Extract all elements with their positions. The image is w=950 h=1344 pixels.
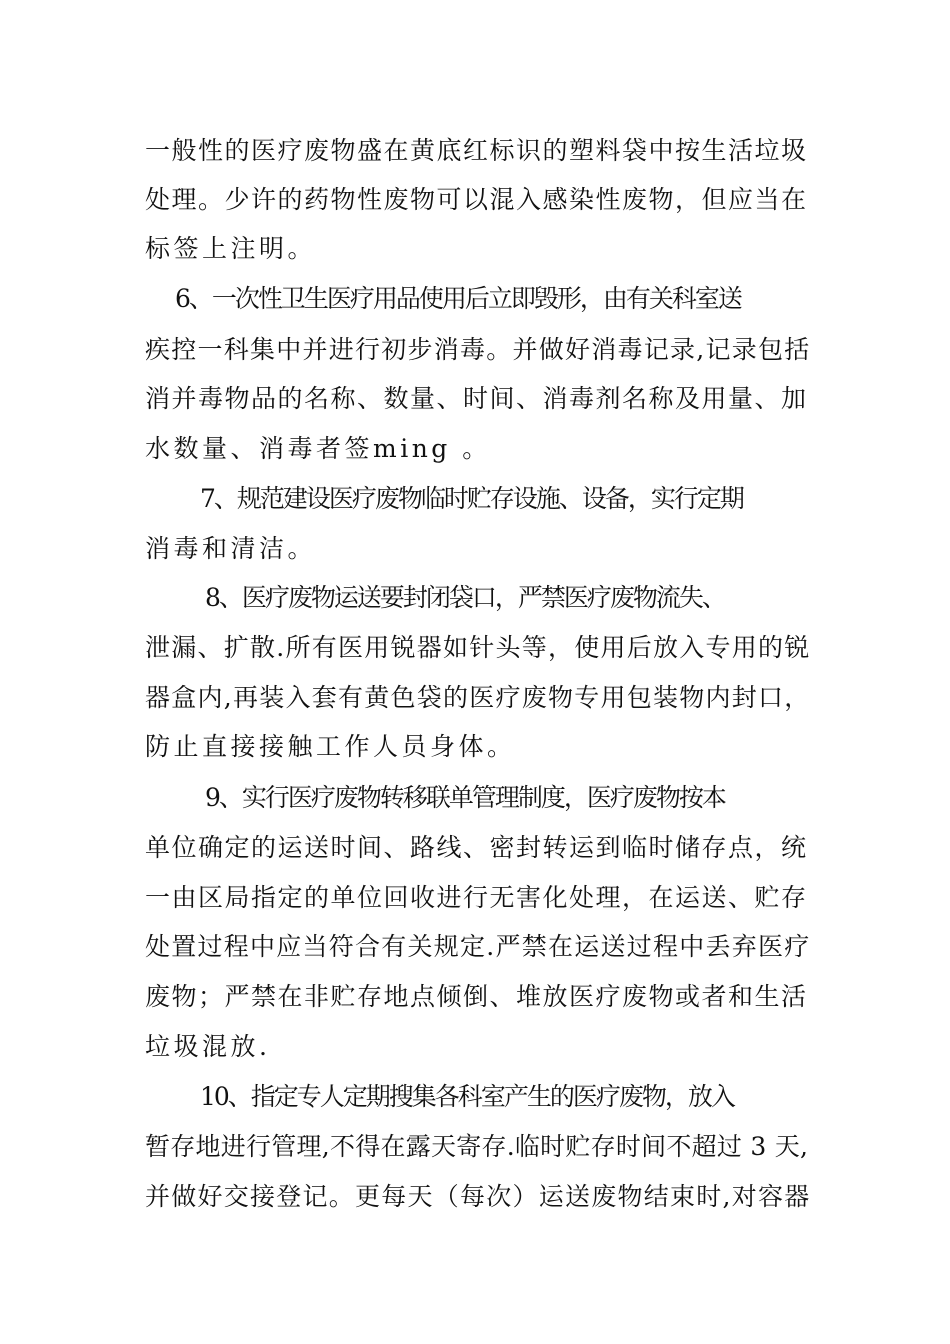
text-line: 疾控一科集中并进行初步消毒。并做好消毒记录,记录包括 — [145, 335, 811, 364]
text-line: 并做好交接登记。更每天（每次）运送废物结束时,对容器 — [145, 1182, 811, 1211]
text-line: 8、医疗废物运送要封闭袋口，严禁医疗废物流失、 — [205, 583, 725, 612]
text-line: 处理。少许的药物性废物可以混入感染性废物，但应当在 — [145, 185, 808, 214]
text-line: 消并毒物品的名称、数量、时间、消毒剂名称及用量、加 — [145, 384, 808, 413]
text-line: 水数量、消毒者签ming 。 — [145, 434, 491, 463]
text-line: 器盒内,再装入套有黄色袋的医疗废物专用包装物内封口， — [145, 683, 811, 712]
text-line: 废物；严禁在非贮存地点倾倒、堆放医疗废物或者和生活 — [145, 982, 808, 1011]
text-line: 9、实行医疗废物转移联单管理制度，医疗废物按本 — [205, 783, 725, 812]
text-line: 10、指定专人定期搜集各科室产生的医疗废物，放入 — [200, 1082, 734, 1111]
text-line: 7、规范建设医疗废物临时贮存设施、设备，实行定期 — [200, 484, 743, 513]
text-line: 6、一次性卫生医疗用品使用后立即毁形，由有关科室送 — [175, 284, 741, 313]
text-line: 标签上注明。 — [145, 234, 317, 263]
text-line: 处置过程中应当符合有关规定.严禁在运送过程中丢弃医疗 — [145, 932, 811, 961]
text-line: 垃圾混放. — [145, 1032, 271, 1061]
text-line: 消毒和清洁。 — [145, 534, 317, 563]
text-line: 防止直接接触工作人员身体。 — [145, 732, 516, 761]
text-line: 单位确定的运送时间、路线、密封转运到临时储存点，统 — [145, 833, 808, 862]
text-line: 一由区局指定的单位回收进行无害化处理，在运送、贮存 — [145, 883, 808, 912]
text-line: 一般性的医疗废物盛在黄底红标识的塑料袋中按生活垃圾 — [145, 136, 808, 165]
text-line: 泄漏、扩散.所有医用锐器如针头等，使用后放入专用的锐 — [145, 633, 811, 662]
text-line: 暂存地进行管理,不得在露天寄存.临时贮存时间不超过 3 天, — [145, 1132, 809, 1161]
